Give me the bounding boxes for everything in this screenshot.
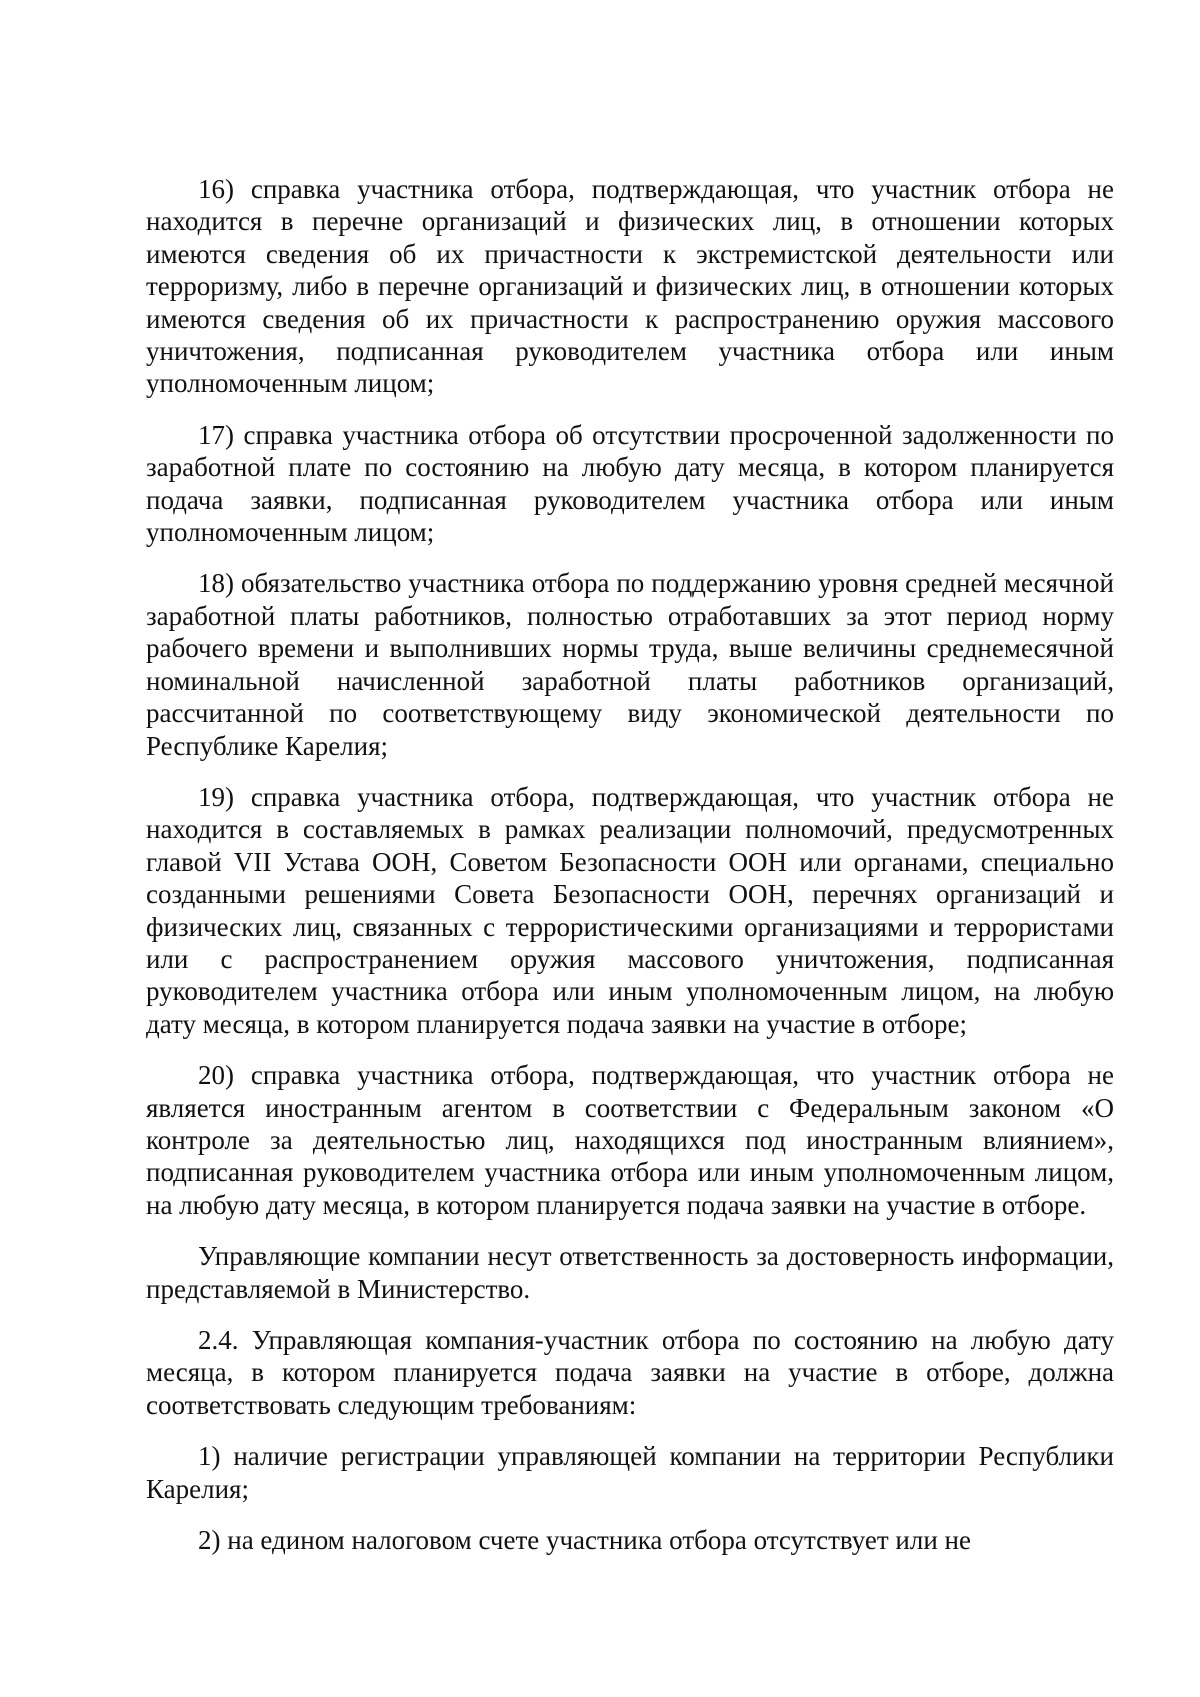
paragraph-item-17: 17) справка участника отбора об отсутствии просроченной задолженности по заработной плате по состоянию на любую дату месяца, в котором планируется подача заявки, подписанная руководителем участника отбора или иным уполномоченным лицом; [146,419,1114,548]
paragraph-item-20: 20) справка участника отбора, подтверждающая, что участник отбора не является иностранным агентом в соответствии с Федеральным законом «О контроле за деятельностью лиц, находящихся под иностранным влиянием», подписанная руководителем участника отбора или иным уполномоченным лицом, на любую дату месяца, в котором планируется подача заявки на участие в отборе. [146,1060,1114,1220]
document-page [146,173,1114,1556]
paragraph-responsibility: Управляющие компании несут ответственность за достоверность информации, представляемой в Министерство. [146,1241,1114,1304]
paragraph-requirement-2: 2) на едином налоговом счете участника отбора отсутствует или не [198,1525,971,1556]
paragraph-item-18: 18) обязательство участника отбора по поддержанию уровня средней месячной заработной платы работников, полностью отработавших за этот период норму рабочего времени и выполнивших нормы труда, выше величины среднемесячной номинальной начисленной заработной платы работников организаций, рассчитанной по соответствующему виду экономической деятельности по Республике Карелия; [146,568,1114,761]
paragraph-section-2-4: 2.4. Управляющая компания-участник отбора по состоянию на любую дату месяца, в котором планируется подача заявки на участие в отборе, должна соответствовать следующим требованиям: [146,1325,1114,1420]
paragraph-item-16: 16) справка участника отбора, подтверждающая, что участник отбора не находится в перечне организаций и физических лиц, в отношении которых имеются сведения об их причастности к экстремистской деятельности или терроризму, либо в перечне организаций и физических лиц, в отношении которых имеются сведения об их причастности к распространению оружия массового уничтожения, подписанная руководителем участника отбора или иным уполномоченным лицом; [146,174,1114,399]
paragraph-item-19: 19) справка участника отбора, подтверждающая, что участник отбора не находится в составляемых в рамках реализации полномочий, предусмотренных главой VII Устава ООН, Советом Безопасности ООН или органами, специально созданными решениями Совета Безопасности ООН, перечнях организаций и физических лиц, связанных с террористическими организациями и террористами или с распространением оружия массового уничтожения, подписанная руководителем участника отбора или иным уполномоченным лицом, на любую дату месяца, в котором планируется подача заявки на участие в отборе; [146,781,1114,1039]
paragraph-requirement-1: 1) наличие регистрации управляющей компании на территории Республики Карелия; [146,1441,1114,1504]
